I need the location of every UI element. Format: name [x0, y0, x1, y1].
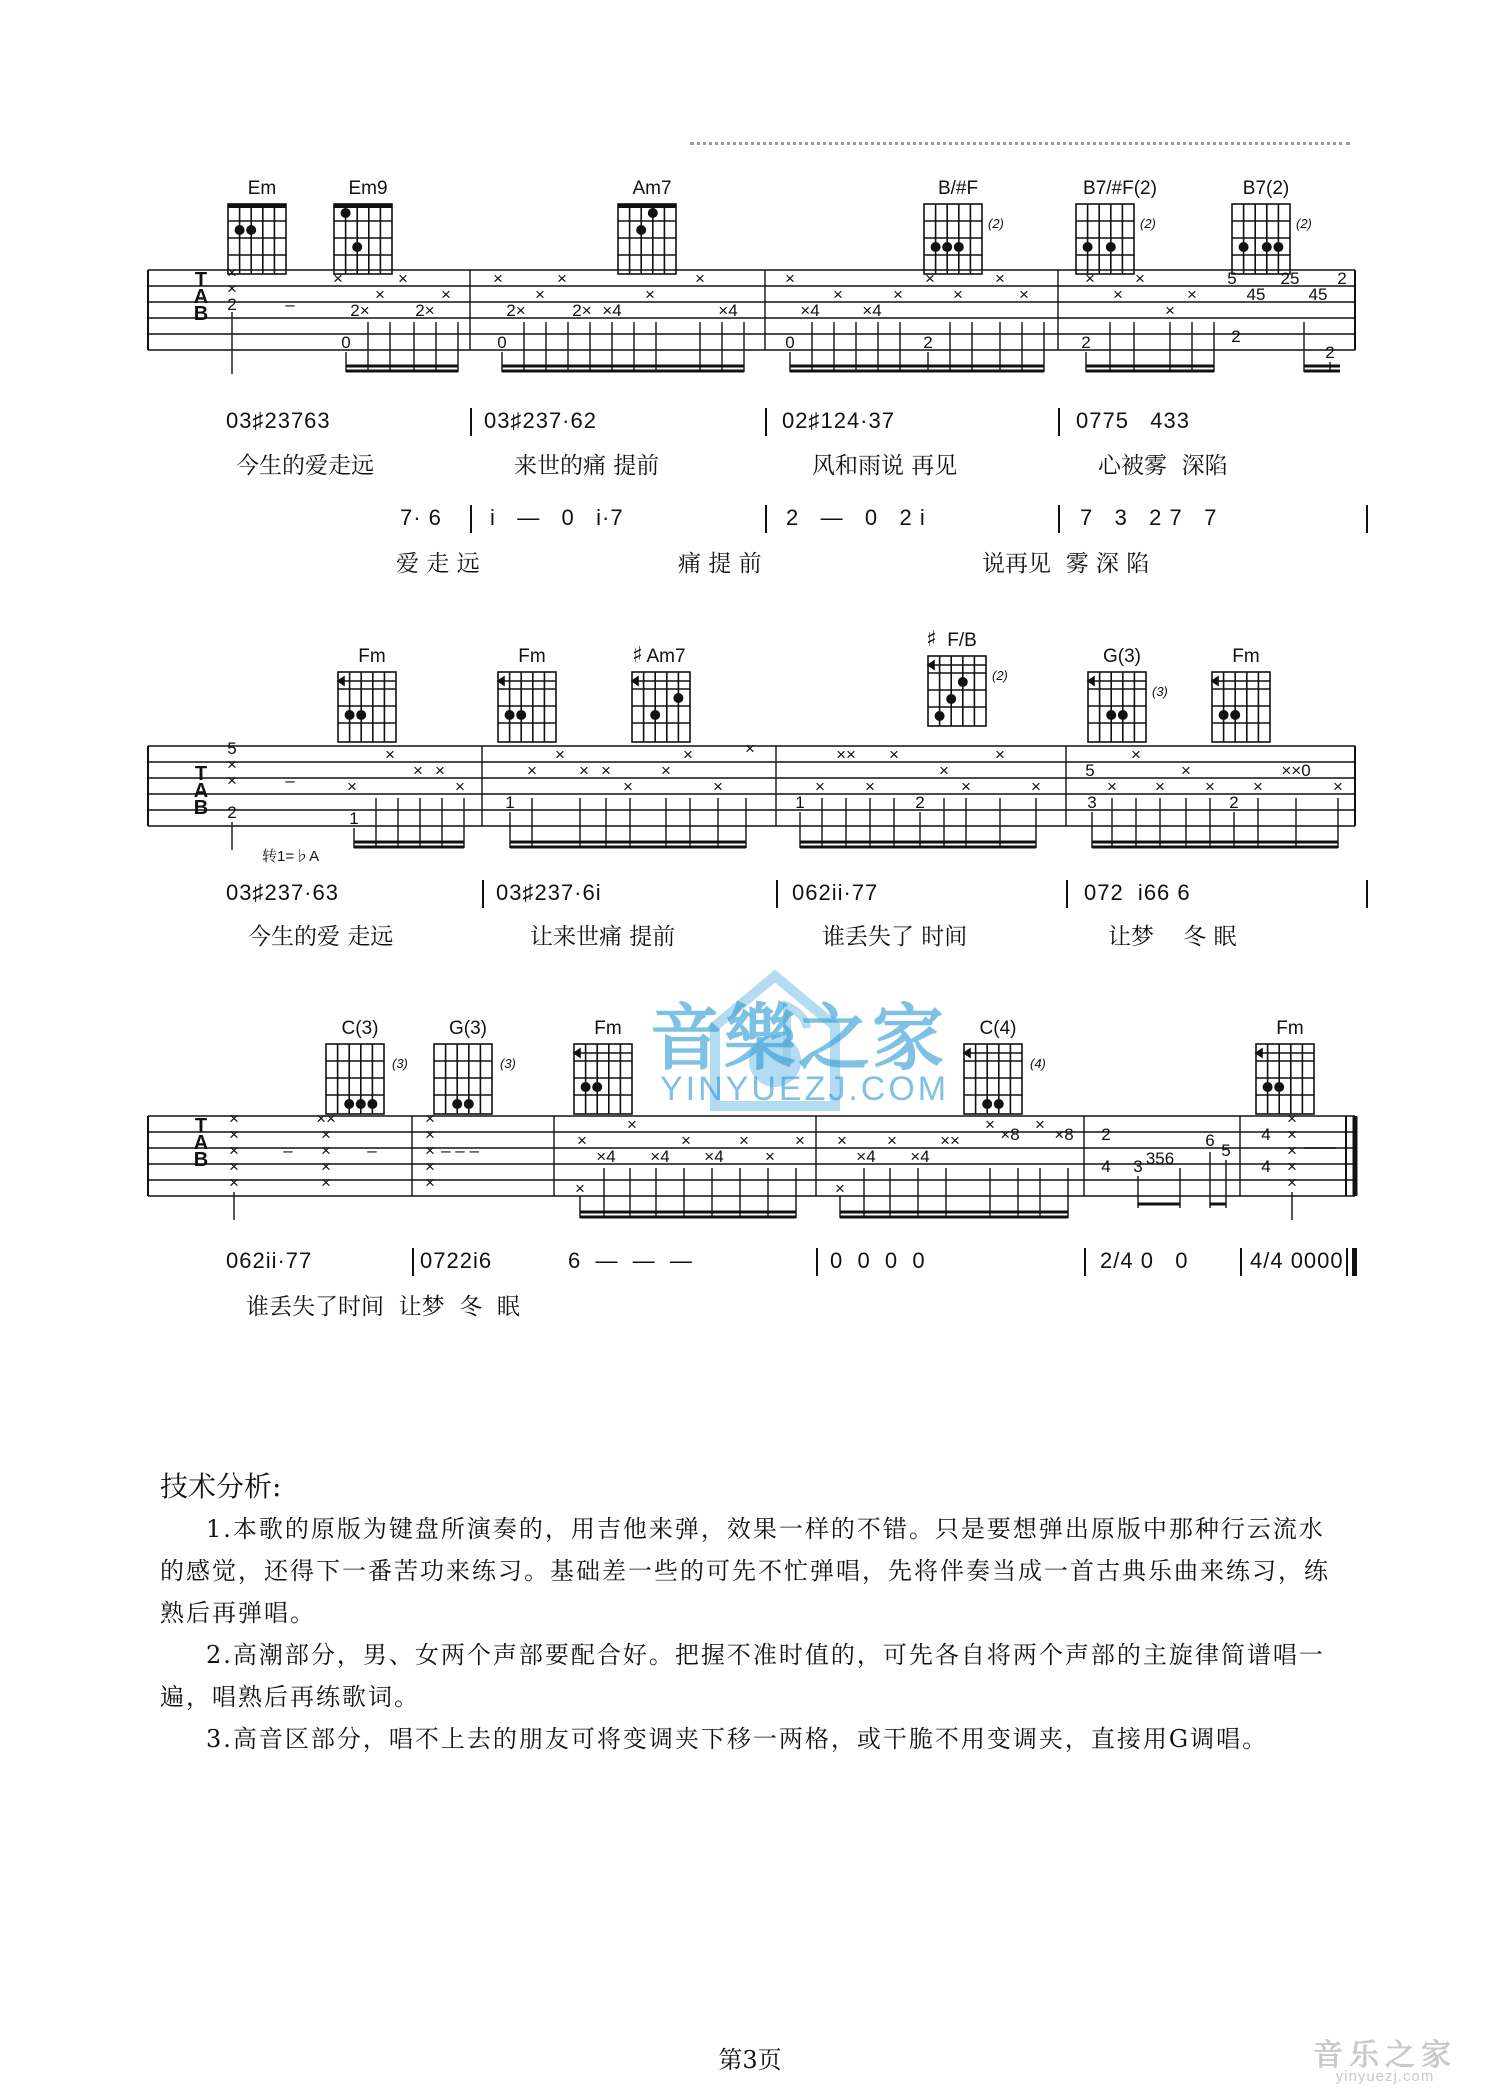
jianpu-measure: 2/4 0 0: [1100, 1248, 1189, 1273]
svg-text:0: 0: [341, 333, 351, 352]
lyric-phrase: 说再见 雾 深 陷: [982, 551, 1150, 577]
svg-text:×: ×: [1035, 1115, 1045, 1134]
svg-text:2: 2: [1231, 327, 1241, 346]
svg-text:–: –: [367, 1141, 377, 1160]
svg-text:×: ×: [527, 761, 537, 780]
jianpu-measure: 03♯23763: [226, 408, 331, 433]
svg-text:×: ×: [785, 269, 795, 288]
chord-name: Fm: [518, 646, 546, 667]
chord-diagram: [492, 646, 572, 746]
svg-text:×: ×: [321, 1173, 331, 1192]
chord-fret-label: (3): [392, 1056, 408, 1071]
svg-text:×: ×: [321, 1157, 331, 1176]
svg-text:×: ×: [1155, 777, 1165, 796]
watermark-brand: 音樂之家: [650, 996, 947, 1080]
svg-text:×: ×: [995, 269, 1005, 288]
chord-diagram: [1206, 646, 1286, 746]
svg-text:×: ×: [623, 777, 633, 796]
lyric-phrase: 今生的爱 走远: [248, 924, 394, 950]
lyric-phrase: 心被雾 深陷: [1098, 453, 1228, 479]
lyric-phrase: 谁丢失了时间 让梦 冬 眠: [246, 1294, 520, 1320]
chord-diagram: [1082, 646, 1168, 746]
chord-name: Am7: [646, 646, 686, 667]
svg-text:×: ×: [535, 285, 545, 304]
chord-fret-label: (2): [1140, 216, 1156, 231]
chord-fret-label: (3): [500, 1056, 516, 1071]
logo-text: 音乐之家: [1313, 2038, 1457, 2073]
svg-text:1: 1: [505, 793, 515, 812]
svg-text:×: ×: [1031, 777, 1041, 796]
bar-line: [1058, 408, 1060, 436]
chord-diagram: [958, 1018, 1046, 1118]
chord-name: Em: [247, 178, 277, 199]
svg-text:×: ×: [645, 285, 655, 304]
logo-url: yinyuezj.com: [1335, 2068, 1435, 2085]
bar-line: [1366, 880, 1368, 908]
svg-text:×: ×: [893, 285, 903, 304]
svg-text:×: ×: [555, 745, 565, 764]
svg-text:×: ×: [227, 263, 237, 282]
svg-text:2: 2: [1229, 793, 1239, 812]
svg-text:356: 356: [1145, 1149, 1175, 1168]
svg-text:×: ×: [1165, 301, 1175, 320]
chord-name: Fm: [358, 646, 386, 667]
bar-line: [776, 880, 778, 908]
chord-diagram: [568, 1018, 648, 1118]
svg-text:×: ×: [455, 777, 465, 796]
svg-text:××: ××: [836, 745, 856, 764]
svg-text:×: ×: [1205, 777, 1215, 796]
svg-text:×: ×: [1287, 1141, 1297, 1160]
lyric-phrase: 爱 走 远: [396, 551, 480, 577]
jianpu-measure: 0775 433: [1076, 408, 1190, 433]
svg-text:×: ×: [961, 777, 971, 796]
svg-text:×: ×: [925, 269, 935, 288]
svg-text:45: 45: [1308, 285, 1328, 304]
bar-line: [1366, 505, 1368, 533]
svg-text:×8: ×8: [1000, 1125, 1020, 1144]
jianpu-measure: 03♯237·63: [226, 880, 339, 905]
svg-text:×: ×: [1131, 745, 1141, 764]
lyric-phrase: 谁丢失了 时间: [822, 924, 968, 950]
svg-text:×: ×: [227, 279, 237, 298]
svg-text:×: ×: [1113, 285, 1123, 304]
chord-name: B7/#F(2): [1083, 178, 1157, 199]
svg-text:×: ×: [425, 1109, 435, 1128]
tab-clef: T A B: [193, 1115, 209, 1171]
svg-text:×: ×: [683, 745, 693, 764]
svg-text:2: 2: [227, 803, 237, 822]
transpose-marking: 转1=♭A: [262, 848, 320, 865]
tab-clef: T A B: [193, 269, 209, 325]
lyric-phrase: 让梦 冬 眠: [1108, 924, 1237, 950]
chord-diagram: [332, 646, 412, 746]
chord-diagram: [626, 646, 706, 746]
svg-text:×: ×: [385, 745, 395, 764]
svg-text:×: ×: [227, 755, 237, 774]
svg-text:×: ×: [953, 285, 963, 304]
chord-name: Fm: [1276, 1018, 1304, 1039]
jianpu-measure: 02♯124·37: [782, 408, 895, 433]
svg-text:×4: ×4: [800, 301, 820, 320]
jianpu-measure: 062ii·77: [792, 880, 879, 905]
svg-text:25: 25: [1280, 269, 1300, 288]
svg-text:– – –: – – –: [441, 1141, 479, 1160]
svg-text:5: 5: [1221, 1141, 1231, 1160]
svg-text:×: ×: [425, 1125, 435, 1144]
jianpu-harmony: 7 3 2 7 7: [1080, 505, 1218, 530]
chord-fret-label: (3): [1152, 684, 1168, 699]
svg-text:5: 5: [1085, 761, 1095, 780]
svg-text:×: ×: [1181, 761, 1191, 780]
final-bar-line-thick: [1352, 1248, 1357, 1276]
bar-line: [1066, 880, 1068, 908]
svg-text:×: ×: [229, 1157, 239, 1176]
analysis-paragraph: 1.本歌的原版为键盘所演奏的，用吉他来弹，效果一样的不错。只是要想弹出原版中那种行云流水的感觉，还得下一番苦功来练习。基础差一些的可先不忙弹唱，先将伴奏当成一首古典乐曲来练习，练熟后再弹唱。: [160, 1515, 1330, 1627]
jianpu-harmony: i — 0 i·7: [490, 505, 624, 530]
tab-staff: [0, 262, 1500, 382]
analysis-paragraph: 3.高音区部分，唱不上去的朋友可将变调夹下移一两格，或干脆不用变调夹，直接用G调唱。: [206, 1725, 1269, 1753]
tab-staff: [0, 738, 1500, 858]
top-dotted-line: [690, 128, 1350, 145]
jianpu-harmony: 7· 6: [400, 505, 442, 530]
svg-text:2×: 2×: [415, 301, 435, 320]
svg-text:×: ×: [229, 1109, 239, 1128]
svg-text:×: ×: [745, 739, 755, 758]
svg-text:×: ×: [1019, 285, 1029, 304]
svg-text:×4: ×4: [596, 1147, 616, 1166]
svg-text:×: ×: [333, 269, 343, 288]
svg-text:×: ×: [435, 761, 445, 780]
svg-text:6: 6: [1205, 1131, 1215, 1150]
chord-diagram: [320, 1018, 408, 1118]
tab-staff: [0, 1108, 1500, 1228]
svg-text:×: ×: [739, 1131, 749, 1150]
lyric-phrase: 来世的痛 提前: [514, 453, 660, 479]
svg-text:2×: 2×: [572, 301, 592, 320]
svg-text:45: 45: [1246, 285, 1266, 304]
svg-text:×: ×: [837, 1131, 847, 1150]
svg-text:4: 4: [1261, 1125, 1271, 1144]
chord-name: G(3): [1103, 646, 1141, 667]
svg-text:×: ×: [815, 777, 825, 796]
chord-name: C(4): [979, 1018, 1017, 1039]
svg-text:×: ×: [1107, 777, 1117, 796]
lyric-phrase: 痛 提 前: [678, 551, 762, 577]
svg-text:×: ×: [425, 1141, 435, 1160]
svg-text:×: ×: [493, 269, 503, 288]
svg-text:×: ×: [575, 1179, 585, 1198]
svg-text:2: 2: [915, 793, 925, 812]
jianpu-measure: 072 i66 6: [1084, 880, 1191, 905]
svg-text:×: ×: [627, 1115, 637, 1134]
svg-text:2: 2: [1337, 269, 1347, 288]
svg-text:×: ×: [833, 285, 843, 304]
svg-text:1: 1: [795, 793, 805, 812]
svg-text:×: ×: [227, 771, 237, 790]
bar-line: [412, 1248, 414, 1276]
analysis-paragraph: 2.高潮部分，男、女两个声部要配合好。把握不准时值的，可先各自将两个声部的主旋律简谱唱一遍，唱熟后再练歌词。: [160, 1641, 1325, 1711]
svg-text:2: 2: [227, 295, 237, 314]
svg-text:×4: ×4: [862, 301, 882, 320]
chord-diagram: [428, 1018, 516, 1118]
site-logo: [1290, 2030, 1480, 2090]
svg-text:5: 5: [1227, 269, 1237, 288]
svg-text:2×: 2×: [350, 301, 370, 320]
chord-name: Fm: [594, 1018, 622, 1039]
chord-fret-label: (2): [988, 216, 1004, 231]
svg-text:2: 2: [1325, 343, 1335, 362]
svg-text:×: ×: [1187, 285, 1197, 304]
svg-text:××0: ××0: [1281, 761, 1311, 780]
svg-text:2: 2: [1101, 1125, 1111, 1144]
svg-text:×: ×: [887, 1131, 897, 1150]
chord-name: Fm: [1232, 646, 1260, 667]
svg-text:×: ×: [1287, 1109, 1297, 1128]
svg-text:×: ×: [229, 1173, 239, 1192]
jianpu-measure: 6 — — —: [568, 1248, 693, 1273]
chord-name: B/#F: [937, 178, 979, 199]
svg-text:×: ×: [865, 777, 875, 796]
svg-text:×: ×: [425, 1173, 435, 1192]
svg-text:×: ×: [413, 761, 423, 780]
svg-text:×4: ×4: [602, 301, 622, 320]
svg-text:×: ×: [1135, 269, 1145, 288]
svg-text:1: 1: [349, 809, 359, 828]
svg-text:××: ××: [316, 1109, 336, 1128]
svg-text:3: 3: [1133, 1157, 1143, 1176]
jianpu-measure: 03♯237·6i: [496, 880, 602, 905]
chord-name: G(3): [449, 1018, 487, 1039]
bar-line: [1240, 1248, 1242, 1276]
svg-text:0: 0: [785, 333, 795, 352]
svg-text:×: ×: [985, 1115, 995, 1134]
svg-text:×4: ×4: [718, 301, 738, 320]
svg-text:×: ×: [713, 777, 723, 796]
chord-fret-label: (2): [1296, 216, 1312, 231]
jianpu-measure: 0722i6: [420, 1248, 493, 1273]
chord-fret-label: (2): [992, 668, 1008, 683]
chord-grid: [922, 654, 992, 734]
svg-text:×4: ×4: [856, 1147, 876, 1166]
svg-text:×4: ×4: [910, 1147, 930, 1166]
bar-line: [1084, 1248, 1086, 1276]
svg-text:×: ×: [441, 285, 451, 304]
svg-text:4: 4: [1261, 1157, 1271, 1176]
chord-fret-label: (4): [1030, 1056, 1046, 1071]
svg-text:×: ×: [681, 1131, 691, 1150]
svg-text:×: ×: [1253, 777, 1263, 796]
lyric-phrase: 让来世痛 提前: [530, 924, 676, 950]
svg-text:×: ×: [889, 745, 899, 764]
jianpu-measure: 03♯237·62: [484, 408, 597, 433]
svg-text:×: ×: [765, 1147, 775, 1166]
chord-name: Am7: [632, 178, 672, 199]
svg-text:–: –: [283, 1141, 293, 1160]
svg-text:×: ×: [695, 269, 705, 288]
watermark-url: YINYUEZJ.COM: [660, 1070, 950, 1108]
svg-text:×: ×: [601, 761, 611, 780]
svg-text:×8: ×8: [1054, 1125, 1074, 1144]
svg-text:×: ×: [1287, 1125, 1297, 1144]
chord-name: C(3): [341, 1018, 379, 1039]
svg-text:×: ×: [579, 761, 589, 780]
tab-clef: T A B: [193, 763, 209, 819]
svg-text:×: ×: [375, 285, 385, 304]
svg-text:×4: ×4: [650, 1147, 670, 1166]
jianpu-harmony: 2 — 0 2 i: [786, 505, 926, 530]
svg-text:×: ×: [795, 1131, 805, 1150]
svg-text:×: ×: [939, 761, 949, 780]
svg-text:4: 4: [1101, 1157, 1111, 1176]
svg-text:××: ××: [940, 1131, 960, 1150]
page-number: 第3页: [718, 2046, 782, 2074]
svg-text:×: ×: [995, 745, 1005, 764]
chord-name: Em9: [348, 178, 388, 199]
svg-text:2: 2: [1081, 333, 1091, 352]
svg-text:×: ×: [661, 761, 671, 780]
chord-name: B7(2): [1242, 178, 1290, 199]
jianpu-measure: 0 0 0 0: [830, 1248, 926, 1273]
lyric-phrase: 今生的爱走远: [236, 453, 374, 479]
svg-text:×: ×: [229, 1125, 239, 1144]
bar-line: [816, 1248, 818, 1276]
svg-text:×: ×: [425, 1157, 435, 1176]
svg-text:×: ×: [1287, 1173, 1297, 1192]
svg-text:2: 2: [923, 333, 933, 352]
bar-line: [765, 408, 767, 436]
svg-text:0: 0: [497, 333, 507, 352]
svg-text:×: ×: [557, 269, 567, 288]
svg-text:×: ×: [1085, 269, 1095, 288]
svg-text:–: –: [285, 295, 295, 314]
svg-text:×: ×: [347, 777, 357, 796]
svg-text:×: ×: [398, 269, 408, 288]
bar-line: [470, 408, 472, 436]
svg-text:2×: 2×: [506, 301, 526, 320]
sharp-mark: ♯: [632, 642, 643, 668]
svg-text:×: ×: [321, 1125, 331, 1144]
chord-diagram: [1250, 1018, 1330, 1118]
svg-text:–: –: [285, 771, 295, 790]
svg-text:3: 3: [1087, 793, 1097, 812]
final-bar-line: [1346, 1248, 1348, 1276]
chord-name: F/B: [947, 630, 977, 651]
svg-text:×: ×: [835, 1179, 845, 1198]
bar-line: [482, 880, 484, 908]
bar-line: [765, 505, 767, 533]
lyric-phrase: 风和雨说 再见: [812, 453, 958, 479]
svg-text:5: 5: [227, 739, 237, 758]
analysis-title: 技术分析:: [160, 1470, 282, 1503]
chord-diagram: [922, 630, 1008, 730]
sharp-mark: ♯: [926, 626, 937, 652]
svg-text:×4: ×4: [704, 1147, 724, 1166]
svg-text:×: ×: [1333, 777, 1343, 796]
svg-text:×: ×: [321, 1141, 331, 1160]
bar-line: [470, 505, 472, 533]
svg-text:×: ×: [577, 1131, 587, 1150]
jianpu-measure: 062ii·77: [226, 1248, 313, 1273]
bar-line: [1058, 505, 1060, 533]
svg-text:×: ×: [1287, 1157, 1297, 1176]
svg-text:×: ×: [229, 1141, 239, 1160]
jianpu-measure: 4/4 0000: [1250, 1248, 1344, 1273]
